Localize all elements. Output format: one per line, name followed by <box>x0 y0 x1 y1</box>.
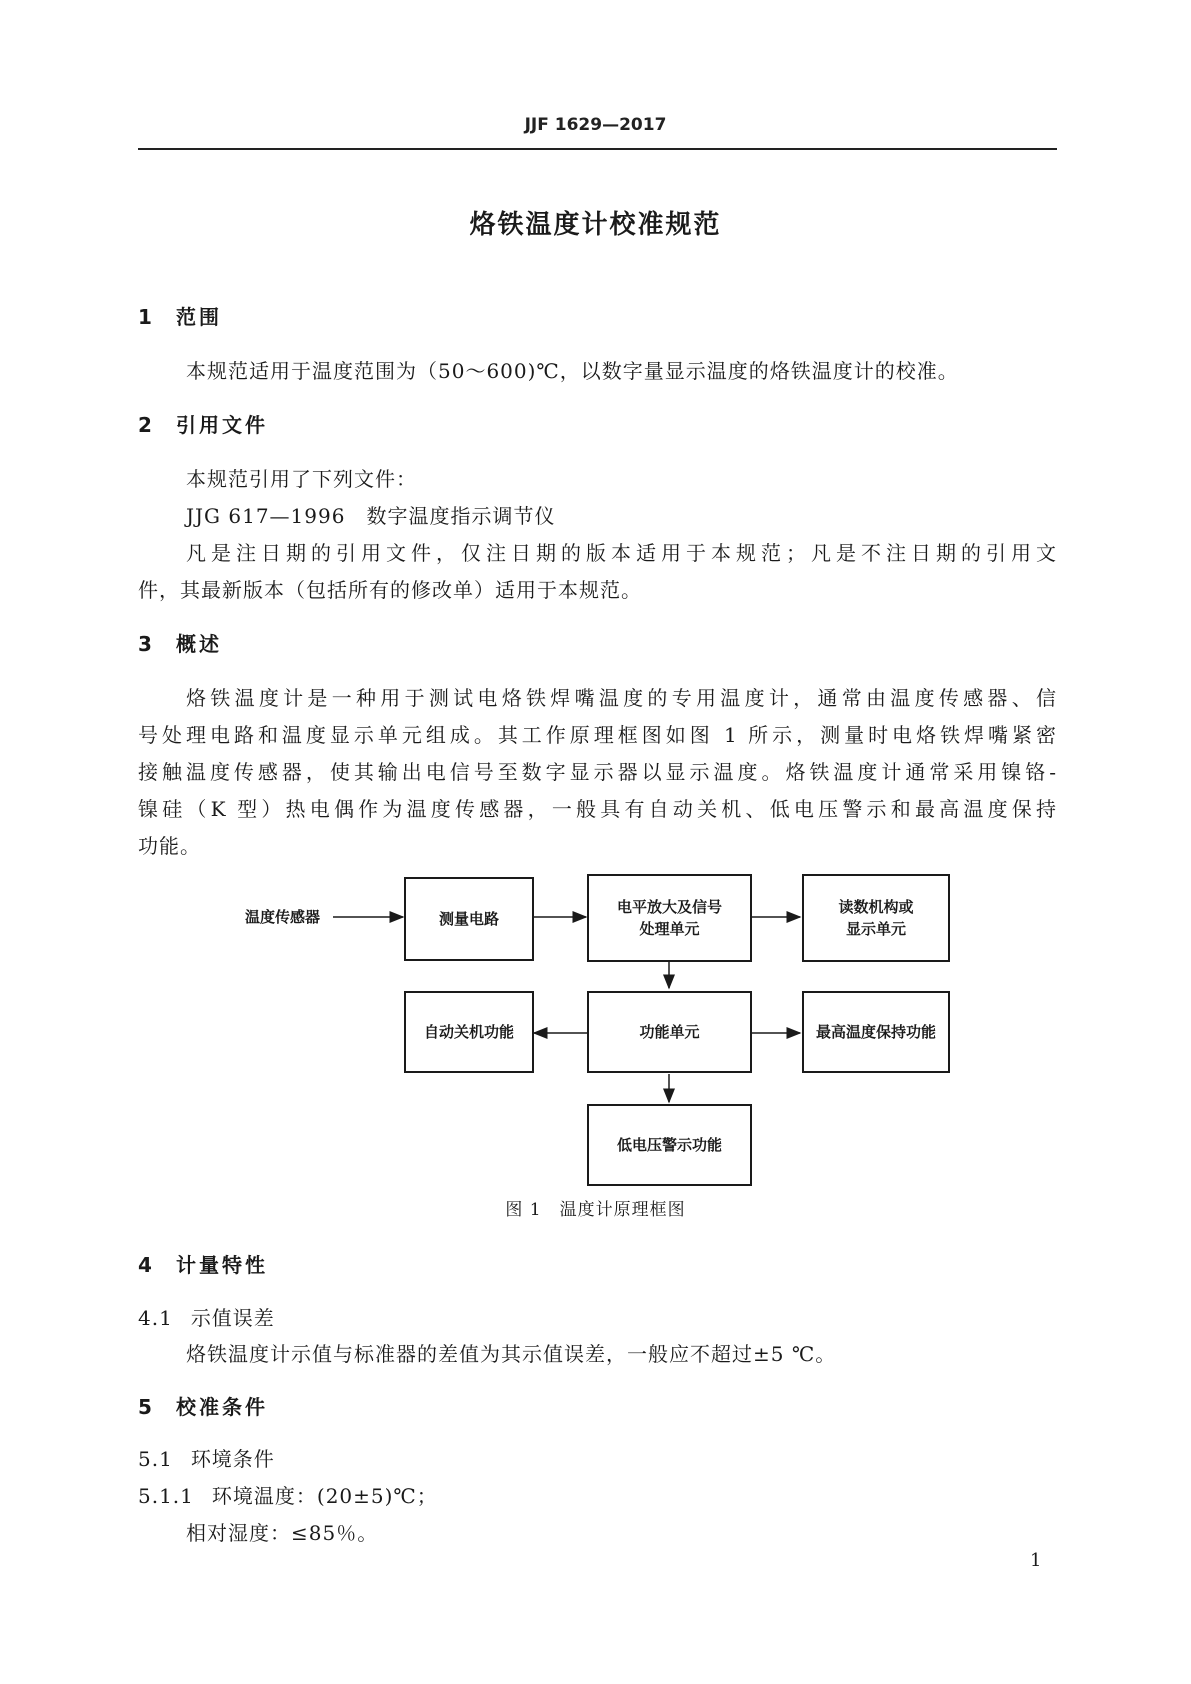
section-2-intro: 本规范引用了下列文件： <box>186 467 417 491</box>
box-measure-circuit <box>404 877 534 961</box>
box-label-line-1: 读数机构或 <box>838 898 914 916</box>
box-low-voltage <box>587 1104 752 1186</box>
section-title: 校准条件 <box>176 1395 268 1419</box>
section-3-line-2: 号处理电路和温度显示单元组成。其工作原理框图如图 1 所示，测量时电烙铁焊嘴紧密 <box>138 723 1057 747</box>
section-title: 概述 <box>176 632 222 656</box>
box-label: 功能单元 <box>639 1023 700 1041</box>
section-number: 3 <box>138 632 152 656</box>
section-3-line-5: 功能。 <box>138 834 201 858</box>
figure-caption: 图 1 温度计原理框图 <box>505 1200 686 1220</box>
section-title: 范围 <box>176 305 222 329</box>
subsection-number: 5.1.1 <box>138 1484 194 1508</box>
subsection-5-1 <box>138 1443 275 1472</box>
box-function-unit <box>587 991 752 1073</box>
standard-code-header: JJF 1629—2017 <box>524 115 667 135</box>
box-max-hold <box>802 991 950 1073</box>
box-amplifier <box>587 874 752 962</box>
box-label: 测量电路 <box>438 910 499 928</box>
subsection-4-1-body: 烙铁温度计示值与标准器的差值为其示值误差，一般应不超过±5 ℃。 <box>186 1342 837 1366</box>
box-label-line-2: 显示单元 <box>845 920 906 938</box>
section-1-body: 本规范适用于温度范围为（50～600)℃，以数字量显示温度的烙铁温度计的校准。 <box>186 359 959 383</box>
section-4-heading <box>138 1249 268 1278</box>
box-label-line-2: 处理单元 <box>639 920 700 938</box>
section-2-reference: JJG 617—1996 数字温度指示调节仪 <box>186 504 556 528</box>
box-label-line-1: 电平放大及信号 <box>616 898 722 916</box>
box-label: 最高温度保持功能 <box>815 1023 936 1041</box>
section-number: 1 <box>138 305 152 329</box>
document-title: 烙铁温度计校准规范 <box>469 210 722 240</box>
subsection-text: 环境温度：(20±5)℃； <box>211 1484 438 1508</box>
section-number: 2 <box>138 413 152 437</box>
section-number: 4 <box>138 1253 152 1277</box>
section-3-line-1: 烙铁温度计是一种用于测试电烙铁焊嘴温度的专用温度计，通常由温度传感器、信 <box>186 686 1057 710</box>
section-5-heading <box>138 1391 268 1420</box>
section-3-line-4: 镍硅（K 型）热电偶作为温度传感器，一般具有自动关机、低电压警示和最高温度保持 <box>138 797 1057 821</box>
section-title: 引用文件 <box>176 413 268 437</box>
diagram-input-label: 温度传感器 <box>245 908 321 926</box>
box-auto-off <box>404 991 534 1073</box>
section-title: 计量特性 <box>176 1253 268 1277</box>
box-label: 低电压警示功能 <box>616 1136 722 1154</box>
section-2-note-line-1: 凡是注日期的引用文件，仅注日期的版本适用于本规范；凡是不注日期的引用文 <box>186 541 1057 565</box>
section-3-line-3: 接触温度传感器，使其输出电信号至数字显示器以显示温度。烙铁温度计通常采用镍铬- <box>138 760 1057 784</box>
subsection-number: 5.1 <box>138 1447 173 1471</box>
subsection-5-1-1 <box>138 1480 438 1509</box>
section-2-note-line-2: 件，其最新版本（包括所有的修改单）适用于本规范。 <box>138 578 642 602</box>
subsection-4-1 <box>138 1302 275 1331</box>
subsection-title: 示值误差 <box>190 1306 275 1330</box>
box-readout <box>802 874 950 962</box>
humidity-line: 相对湿度：≤85％。 <box>186 1521 379 1545</box>
subsection-number: 4.1 <box>138 1306 173 1330</box>
subsection-title: 环境条件 <box>190 1447 275 1471</box>
section-number: 5 <box>138 1395 152 1419</box>
page-number: 1 <box>1030 1550 1042 1571</box>
box-label: 自动关机功能 <box>423 1023 514 1041</box>
